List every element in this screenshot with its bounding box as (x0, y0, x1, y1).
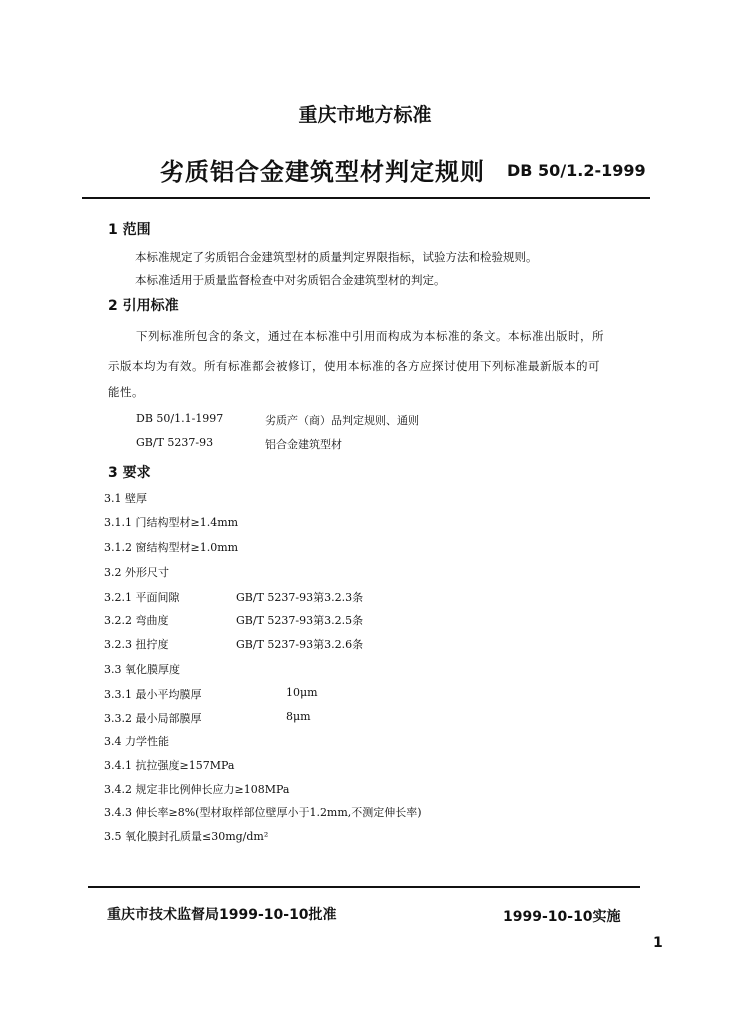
section-1-paragraph-2: 本标准适用于质量监督检查中对劣质铝合金建筑型材的判定。 (135, 273, 446, 287)
item-3-2-1-label: 3.2.1 平面间隙 (104, 591, 180, 604)
effective-date: 1999-10-10实施 (503, 909, 621, 925)
item-3-3-1-value: 10μm (286, 686, 318, 699)
reference-name: 铝合金建筑型材 (265, 438, 342, 451)
section-2-paragraph-line-3: 能性。 (108, 385, 144, 399)
item-3-2-2-label: 3.2.2 弯曲度 (104, 614, 169, 627)
item-3-4-1: 3.4.1 抗拉强度≥157MPa (104, 759, 235, 772)
item-3-1-2: 3.1.2 窗结构型材≥1.0mm (104, 541, 239, 554)
section-2-paragraph-line-2: 示版本均为有效。所有标准都会被修订，使用本标准的各方应探讨使用下列标准最新版本的可 (108, 359, 600, 373)
item-3-2: 3.2 外形尺寸 (104, 566, 169, 579)
approval-statement: 重庆市技术监督局1999-10-10批准 (107, 907, 337, 923)
section-3-heading: 3 要求 (108, 465, 151, 481)
section-2-heading: 2 引用标准 (108, 298, 179, 314)
item-3-2-3-label: 3.2.3 扭拧度 (104, 638, 169, 651)
section-2-paragraph-line-1: 下列标准所包含的条文，通过在本标准中引用而构成为本标准的条文。本标准出版时，所 (136, 329, 604, 343)
header-divider (82, 197, 650, 199)
item-3-1: 3.1 壁厚 (104, 492, 147, 505)
section-1-paragraph-1: 本标准规定了劣质铝合金建筑型材的质量判定界限指标，试验方法和检验规则。 (135, 250, 538, 264)
item-3-3-1-label: 3.3.1 最小平均膜厚 (104, 688, 202, 701)
item-3-4-2: 3.4.2 规定非比例伸长应力≥108MPa (104, 783, 290, 796)
reference-name: 劣质产（商）品判定规则、通则 (265, 414, 419, 427)
item-3-2-1-value: GB/T 5237-93第3.2.3条 (236, 591, 364, 604)
item-3-3: 3.3 氧化膜厚度 (104, 663, 180, 676)
item-3-3-2-label: 3.3.2 最小局部膜厚 (104, 712, 202, 725)
item-3-4: 3.4 力学性能 (104, 735, 169, 748)
document-title: 劣质铝合金建筑型材判定规则 (160, 158, 485, 186)
item-3-2-2-value: GB/T 5237-93第3.2.5条 (236, 614, 364, 627)
footer-divider (88, 886, 640, 888)
item-3-5: 3.5 氧化膜封孔质量≤30mg/dm² (104, 830, 269, 843)
issuing-authority: 重庆市地方标准 (298, 104, 432, 126)
item-3-1-1: 3.1.1 门结构型材≥1.4mm (104, 516, 239, 529)
standard-number: DB 50/1.2-1999 (507, 161, 646, 180)
reference-code: DB 50/1.1-1997 (136, 412, 224, 425)
page-number: 1 (653, 935, 663, 951)
section-1-heading: 1 范围 (108, 222, 151, 238)
reference-code: GB/T 5237-93 (136, 436, 214, 449)
item-3-3-2-value: 8μm (286, 710, 311, 723)
item-3-2-3-value: GB/T 5237-93第3.2.6条 (236, 638, 364, 651)
item-3-4-3: 3.4.3 伸长率≥8%(型材取样部位壁厚小于1.2mm,不测定伸长率) (104, 806, 422, 819)
